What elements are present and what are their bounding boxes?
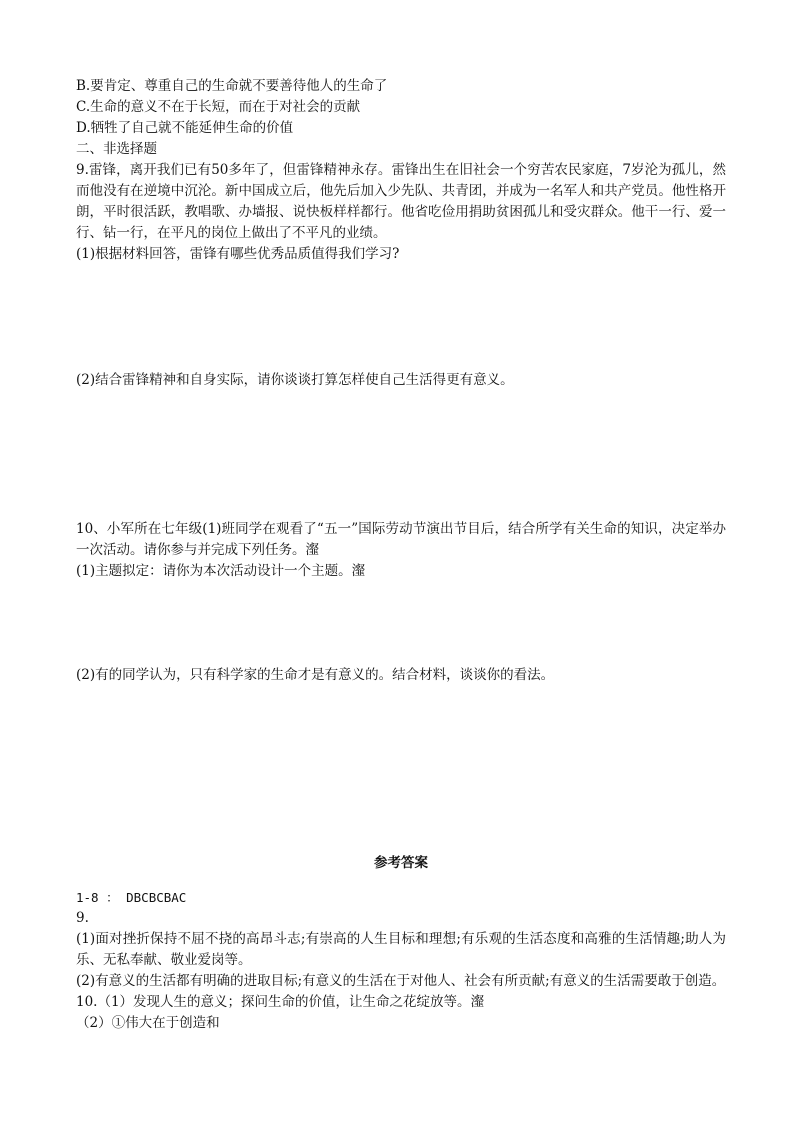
option-b: B.要肯定、尊重自己的生命就不要善待他人的生命了 (76, 78, 388, 94)
stray-mark: 瀣 (470, 994, 485, 1010)
answer-10-part-1-text: 10.（1）发现人生的意义；探问生命的价值，让生命之花绽放等。 (76, 994, 471, 1010)
answer-10-part-2: （2）①伟大在于创造和 (76, 1015, 220, 1031)
answer-9-label: 9. (76, 910, 89, 926)
option-c: C.生命的意义不在于长短，而在于对社会的贡献 (76, 99, 361, 115)
question-10-part-1 (76, 561, 726, 582)
section-heading-non-choice: 二、非选择题 (76, 141, 157, 157)
question-10-text: 10、小军所在七年级(1)班同学在观看了“五一”国际劳动节演出节目后，结合所学有关生命的知识，决定举办一次活动。请你参与并完成下列任务。 (76, 521, 726, 558)
document-page (76, 76, 726, 1034)
answer-9-part-1: (1)面对挫折保持不屈不挠的高昂斗志;有崇高的人生目标和理想;有乐观的生活态度和高雅的生活情趣;助人为乐、无私奉献、敬业爱岗等。 (76, 931, 726, 968)
stray-mark: 瀣 (351, 563, 366, 579)
answer-space (76, 686, 726, 839)
question-10-part-2: (2)有的同学认为，只有科学家的生命才是有意义的。结合材料，谈谈你的看法。 (76, 667, 555, 683)
answer-key-title: 参考答案 (374, 854, 428, 871)
answer-mc: 1-8 ： DBCBCBAC (76, 890, 187, 905)
answer-10-part-1 (76, 992, 726, 1013)
question-9-material: 9.雷锋，离开我们已有50多年了，但雷锋精神永存。雷锋出生在旧社会一个穷苦农民家庭，7岁沦为孤儿，然而他没有在逆境中沉沦。新中国成立后，他先后加入少先队、共青团，并成为一名军人和共产党员。他性格开朗，平时很活跃，教唱歌、办墙报、说快板样样都行。他省吃俭用捐助贫困孤儿和受灾群众。他干一行、爱一行、钻一行，在平凡的岗位上做出了不平凡的业绩。 (76, 162, 726, 241)
answer-space (76, 265, 726, 370)
question-9-part-1: (1)根据材料回答，雷锋有哪些优秀品质值得我们学习? (76, 246, 400, 262)
stray-mark: 瀣 (305, 542, 319, 558)
answer-space (76, 391, 726, 519)
answer-9-part-2: (2)有意义的生活都有明确的进取目标;有意义的生活在于对他人、社会有所贡献;有意义的生活需要敢于创造。 (76, 973, 726, 989)
question-10-part-1-text: (1)主题拟定：请你为本次活动设计一个主题。 (76, 563, 352, 579)
question-10-material (76, 519, 726, 561)
option-d: D.牺牲了自己就不能延伸生命的价值 (76, 120, 294, 136)
question-9-part-2: (2)结合雷锋精神和自身实际，请你谈谈打算怎样使自己生活得更有意义。 (76, 372, 514, 388)
answer-space (76, 582, 726, 665)
